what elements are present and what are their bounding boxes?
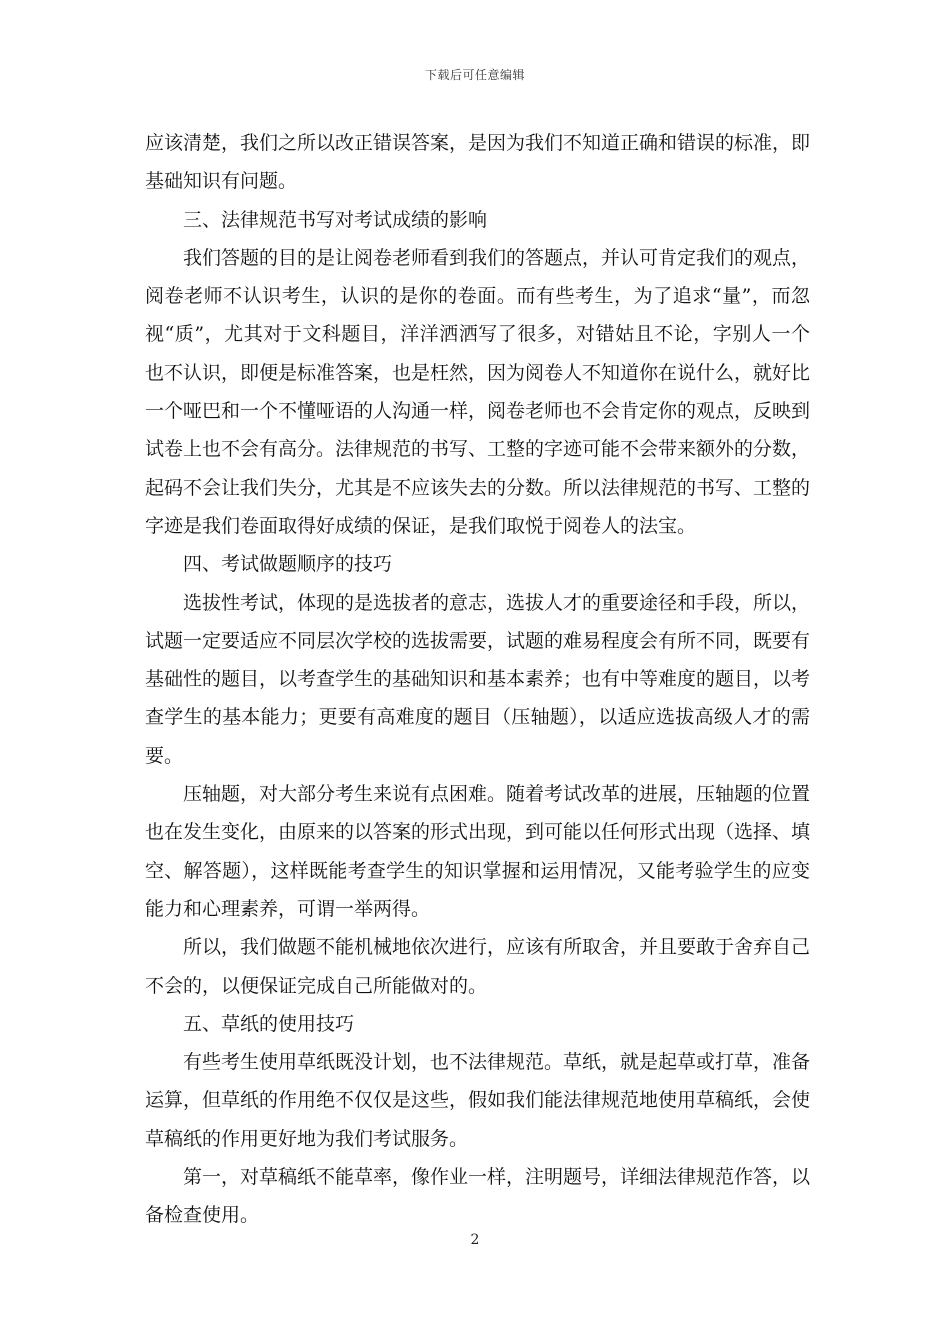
section-heading: 四、考试做题顺序的技巧 [183, 553, 393, 576]
page-number: 2 [470, 1232, 480, 1248]
paragraph: 第一，对草稿纸不能草率，像作业一样，注明题号，详细法律规范作答，以备检查使用。 [145, 1166, 811, 1227]
page-header: 下载后可任意编辑 [424, 68, 525, 82]
document-body [145, 124, 810, 1235]
paragraph: 我们答题的目的是让阅卷老师看到我们的答题点，并认可肯定我们的观点，阅卷老师不认识考生，认识的是你的卷面。而有些考生，为了追求“量”，而忽视“质”，尤其对于文科题目，洋洋洒洒写了很多，对错姑且不论，字别人一个也不认识，即便是标准答案，也是枉然，因为阅卷人不知道你在说什么，就好比一个哑巴和一个不懂哑语的人沟通一样，阅卷老师也不会肯定你的观点，反映到试卷上也不会有高分。法律规范的书写、工整的字迹可能不会带来额外的分数，起码不会让我们失分，尤其是不应该失去的分数。所以法律规范的书写、工整的字迹是我们卷面取得好成绩的保证，是我们取悦于阅卷人的法宝。 [145, 246, 811, 537]
paragraph: 所以，我们做题不能机械地依次进行，应该有所取舍，并且要敢于舍弃自己不会的，以便保证完成自己所能做对的。 [145, 936, 811, 997]
paragraph: 有些考生使用草纸既没计划，也不法律规范。草纸，就是起草或打草，准备运算，但草纸的作用绝不仅仅是这些，假如我们能法律规范地使用草稿纸，会使草稿纸的作用更好地为我们考试服务。 [145, 1051, 811, 1150]
section-heading: 五、草纸的使用技巧 [183, 1012, 355, 1035]
paragraph: 压轴题，对大部分考生来说有点困难。随着考试改革的进展，压轴题的位置也在发生变化，由原来的以答案的形式出现，到可能以任何形式出现（选择、填空、解答题），这样既能考查学生的知识掌握和运用情况，又能考验学生的应变能力和心理素养，可谓一举两得。 [145, 783, 811, 920]
paragraph: 应该清楚，我们之所以改正错误答案，是因为我们不知道正确和错误的标准，即基础知识有问题。 [145, 132, 811, 193]
section-heading: 三、法律规范书写对考试成绩的影响 [183, 208, 488, 231]
paragraph: 选拔性考试，体现的是选拔者的意志，选拔人才的重要途径和手段，所以，试题一定要适应不同层次学校的选拔需要，试题的难易程度会有所不同，既要有基础性的题目，以考查学生的基础知识和基本素养；也有中等难度的题目，以考查学生的基本能力；更要有高难度的题目（压轴题），以适应选拔高级人才的需要。 [145, 591, 811, 767]
